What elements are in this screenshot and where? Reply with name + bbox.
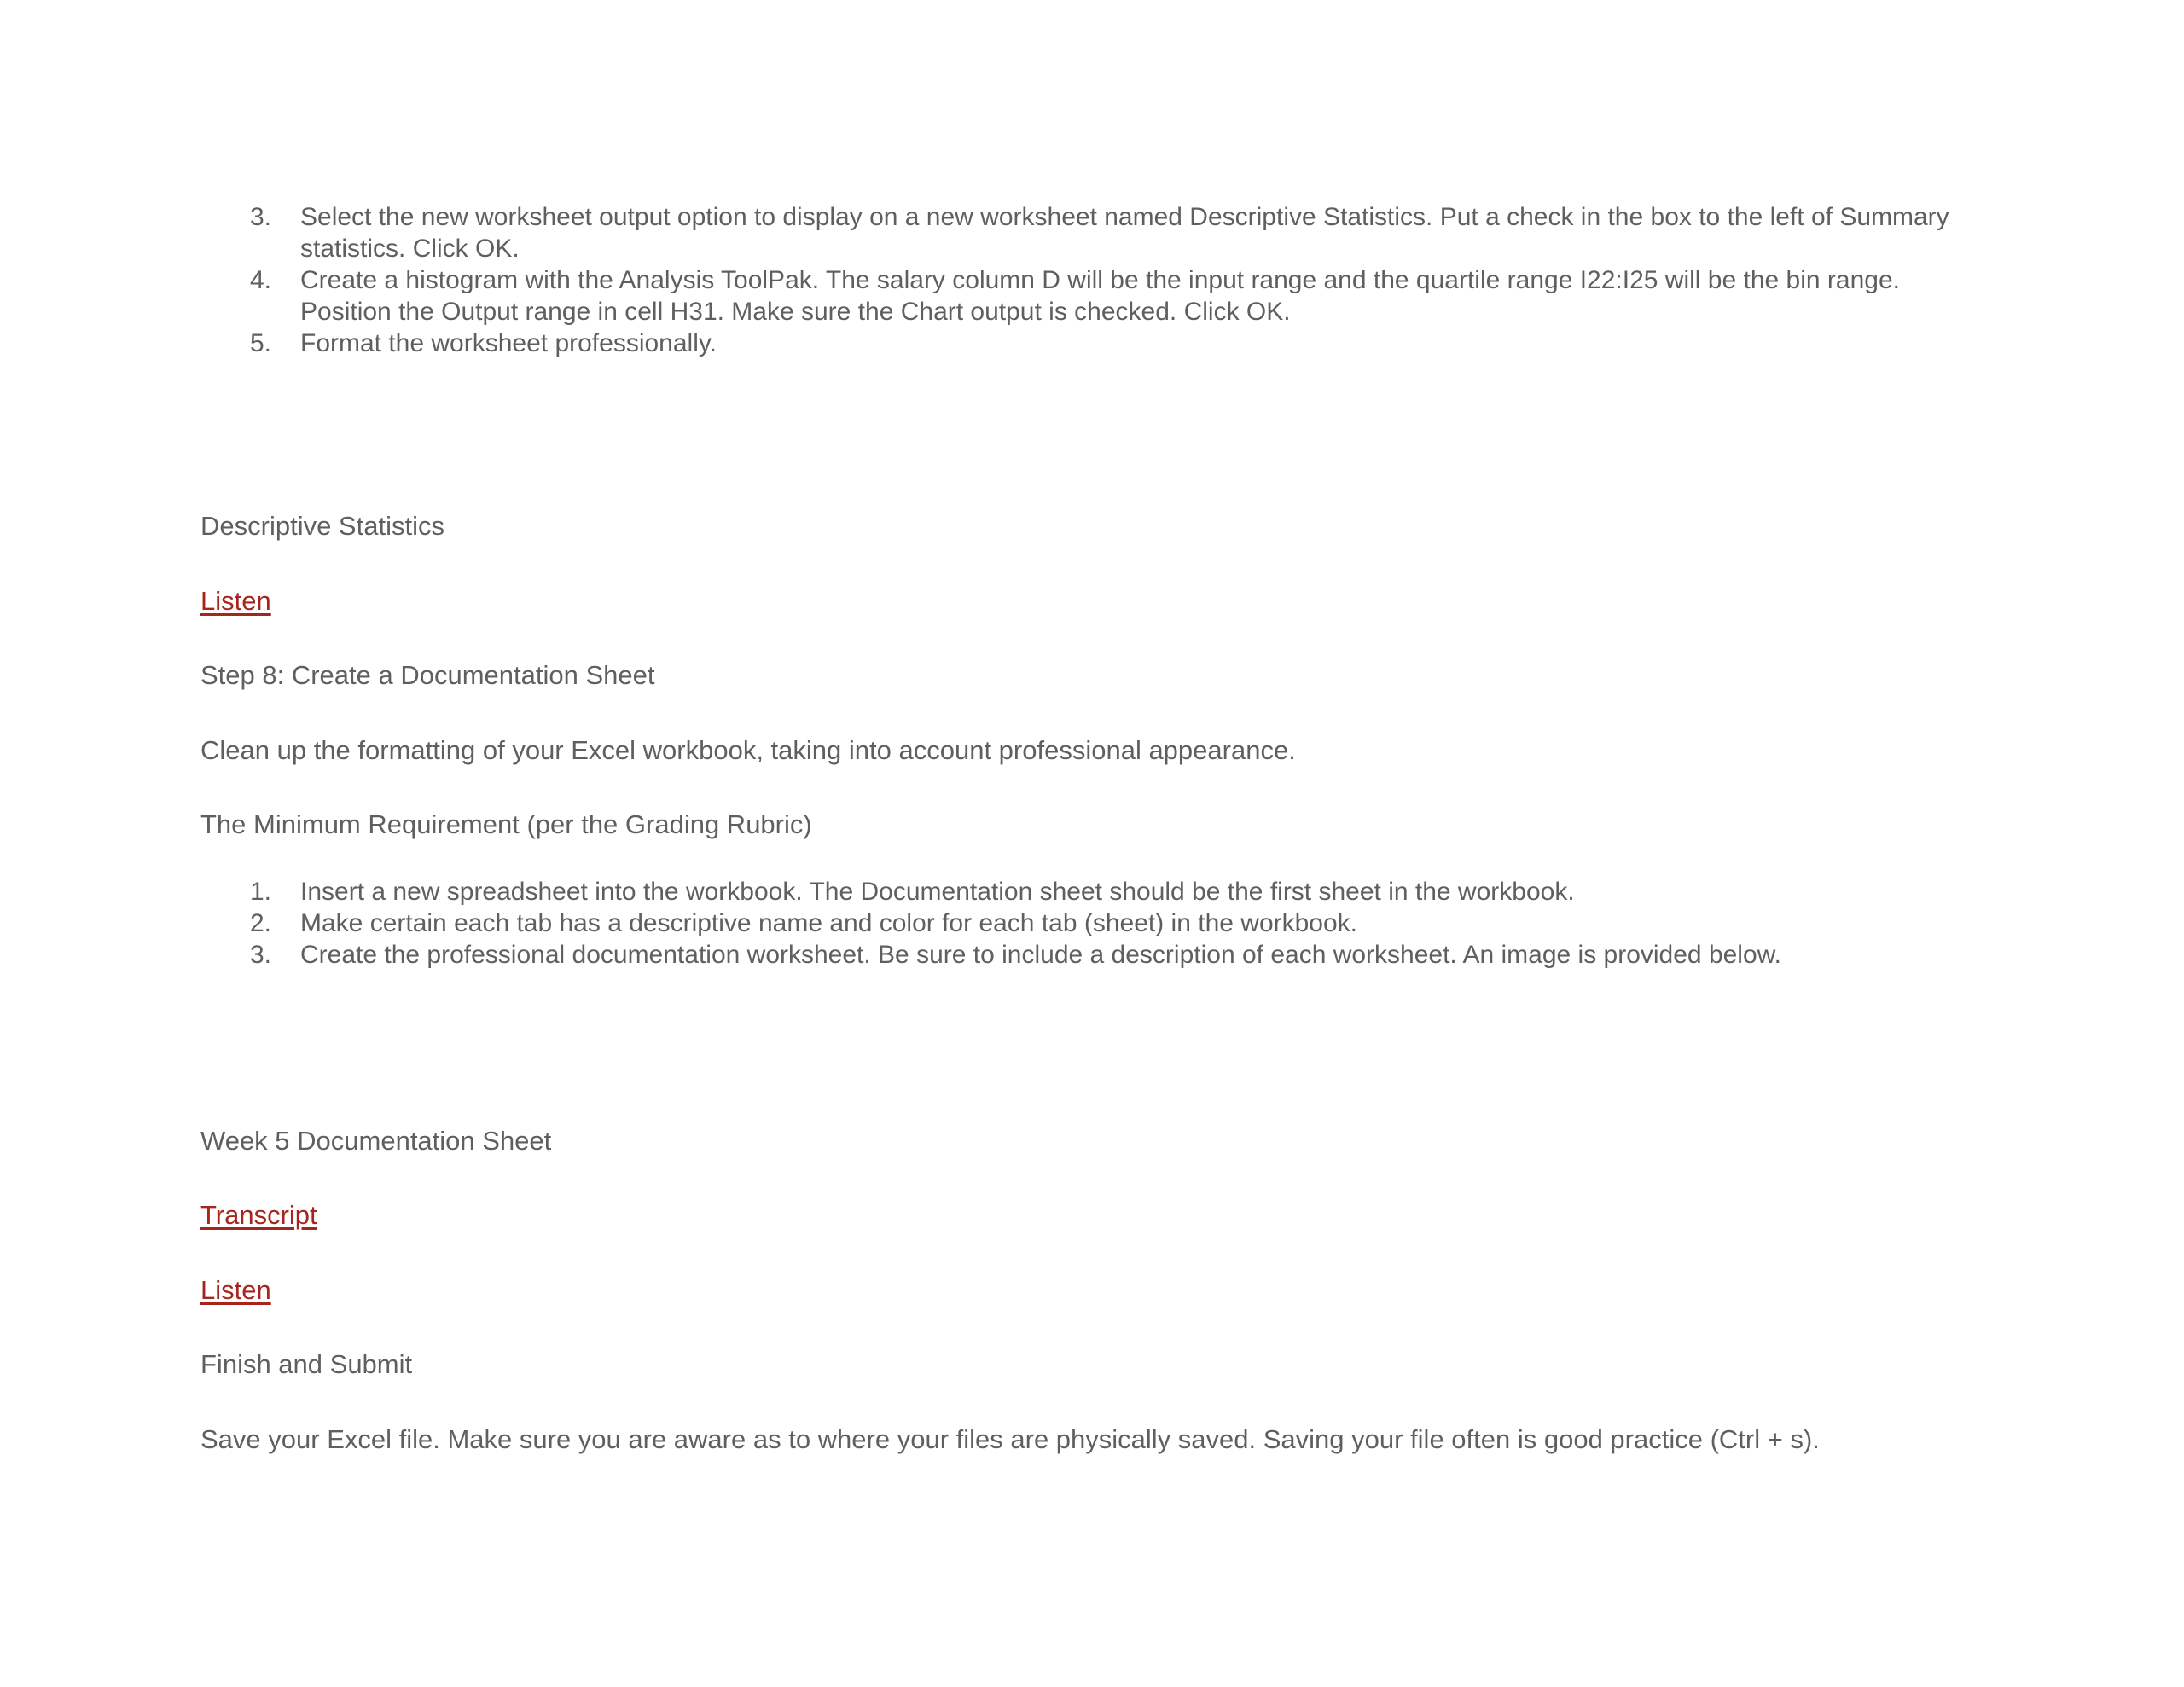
list-item-number: 3. <box>250 941 272 969</box>
list-item <box>0 939 1983 971</box>
list-item <box>0 201 2184 264</box>
list-item-text: Format the worksheet professionally. <box>300 329 717 357</box>
list-item-number: 2. <box>250 909 272 937</box>
list-item <box>0 907 1983 939</box>
list-item-text: Insert a new spreadsheet into the workbook. The Documentation sheet should be the first sheet in the workbook. <box>300 878 1575 906</box>
list-item-number: 4. <box>250 266 272 294</box>
week5-documentation-label: Week 5 Documentation Sheet <box>200 1126 552 1156</box>
step8-intro-text: Clean up the formatting of your Excel workbook, taking into account professional appearance. <box>200 735 1296 765</box>
list-item-number: 5. <box>250 329 272 357</box>
list-item <box>0 876 1983 907</box>
listen-link-container <box>200 1274 271 1306</box>
listen-link-container <box>200 585 271 617</box>
step7-instructions-list <box>0 201 2184 359</box>
finish-submit-heading: Finish and Submit <box>200 1349 413 1379</box>
list-item <box>0 328 2184 359</box>
listen-link[interactable]: Listen <box>200 586 271 616</box>
step8-requirements-list <box>0 876 1983 971</box>
list-item-text: Create a histogram with the Analysis ToolPak. The salary column D will be the input range and the quartile range I22:I25 will be the bin range. Position the Output range in cell H31. Make sure the Chart output is checked. Click OK. <box>300 266 1900 326</box>
list-item <box>0 264 2184 328</box>
transcript-link-container <box>200 1199 317 1231</box>
transcript-link[interactable]: Transcript <box>200 1200 317 1230</box>
list-item-text: Create the professional documentation worksheet. Be sure to include a description of each worksheet. An image is provided below. <box>300 941 1782 969</box>
list-item-text: Make certain each tab has a descriptive name and color for each tab (sheet) in the workbook. <box>300 909 1358 937</box>
minimum-requirement-label: The Minimum Requirement (per the Grading Rubric) <box>200 809 812 839</box>
list-item-text: Select the new worksheet output option to display on a new worksheet named Descriptive Statistics. Put a check in the box to the left of Summary statistics. Click OK. <box>300 203 1949 263</box>
listen-link[interactable]: Listen <box>200 1275 271 1305</box>
list-item-number: 1. <box>250 878 272 906</box>
list-item-number: 3. <box>250 203 272 231</box>
descriptive-statistics-label: Descriptive Statistics <box>200 511 444 541</box>
finish-instructions-text: Save your Excel file. Make sure you are aware as to where your files are physically saved. Saving your file often is good practice (Ctrl + s). <box>200 1424 1820 1454</box>
step8-heading: Step 8: Create a Documentation Sheet <box>200 660 655 690</box>
